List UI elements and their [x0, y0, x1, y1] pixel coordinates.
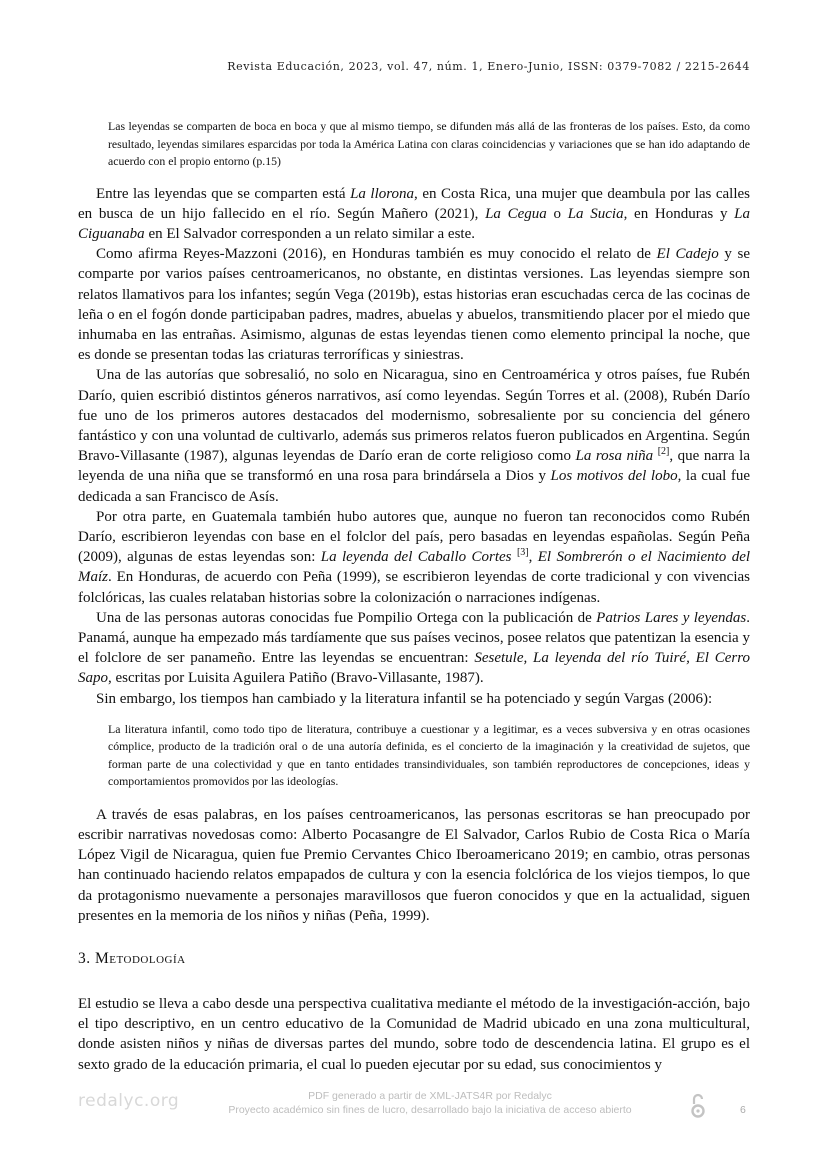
block-quote-2: La literatura infantil, como todo tipo de literatura, contribuye a cuestionar y a legitimar, es a veces subversiva y en otras ocasiones cómplice, producto de la tradición oral o de una autoría definida, es el concierto de la imaginación y la creatividad de sujetos, que forman parte de una colectividad y que en tanto entidades transindividuales, son también reproductores de concepciones, ideas y comportamientos promovidos por las ideologías.	[108, 721, 750, 789]
paragraph-4: Por otra parte, en Guatemala también hubo autores que, aunque no fueron tan reconocidos como Rubén Darío, escribieron leyendas con base en el folclor del país, pero basadas en leyendas españolas. Según Peña (2009), algunas de estas leyendas son: La leyenda del Caballo Cortes [3], El Sombrerón o el Nacimiento del Maíz. En Honduras, de acuerdo con Peña (1999), se escribieron leyendas de corte tradicional y con vivencias folclóricas, las cuales relataban historias sobre la colonización o narraciones indígenas.	[78, 508, 751, 606]
paragraph-1: Entre las leyendas que se comparten está La llorona, en Costa Rica, una mujer que deambula por las calles en busca de un hijo fallecido en el río. Según Mañero (2021), La Cegua o La Sucia, en Honduras y La Ciguanaba en El Salvador corresponden a un relato similar a este.	[78, 185, 751, 242]
footer	[0, 1088, 828, 1138]
main-content	[78, 118, 750, 1075]
footnote-ref-3[interactable]: [3]	[516, 547, 529, 559]
running-head: Revista Educación, 2023, vol. 47, núm. 1, Enero-Junio, ISSN: 0379-7082 / 2215-2644	[227, 60, 750, 73]
section-heading: 3. Metodología	[78, 950, 186, 967]
paragraph-3: Una de las autorías que sobresalió, no solo en Nicaragua, sino en Centroamérica y otros países, fue Rubén Darío, quien escribió distintos géneros narrativos, así como leyendas. Según Torres et al. (2008), Rubén Darío fue uno de los primeros autores destacados del modernismo, sobresaliente por su conciencia del género fantástico y con una voluntad de cultivarlo, además sus primeros relatos fueron publicados en Argentina. Según Bravo-Villasante (1987), algunas leyendas de Darío eran de corte religioso como La rosa niña [2], que narra la leyenda de una niña que se transformó en una rosa para brindársela a Dios y Los motivos del lobo, la cual fue dedicada a san Francisco de Asís.	[78, 367, 750, 505]
paragraph-8: El estudio se lleva a cabo desde una perspectiva cualitativa mediante el método de la investigación-acción, bajo el tipo descriptivo, en un centro educativo de la Comunidad de Madrid ubicado en una zona multicultural, donde asisten niños y niñas de diversas partes del mundo, sobre todo de descendencia latina. El grupo es el sexto grado de la educación primaria, el cual lo pueden ejecutar por su edad, sus conocimientos y	[78, 996, 750, 1073]
open-access-icon	[690, 1092, 706, 1120]
footer-text	[210, 1089, 650, 1117]
footer-line-1: PDF generado a partir de XML-JATS4R por Redalyc	[308, 1090, 552, 1102]
paragraph-2: Como afirma Reyes-Mazzoni (2016), en Honduras también es muy conocido el relato de El Cadejo y se comparte por varios países centroamericanos, no obstante, en distintas versiones. Las leyendas siempre son relatos llamativos para los infantes; según Vega (2019b), estas historias eran escuchadas cerca de las cocinas de leña o en el fogón donde participaban padres, madres, abuelas y abuelos, transmitiendo placer por el miedo que inhumaba en las entrañas. Asimismo, algunas de estas leyendas tienen como elemento principal la noche, que es donde se presentan todas las criaturas terroríficas y siniestras.	[78, 246, 750, 364]
paragraph-7: A través de esas palabras, en los países centroamericanos, las personas escritoras se han preocupado por escribir narrativas novedosas como: Alberto Pocasangre de El Salvador, Carlos Rubio de Costa Rica o María López Vigil de Nicaragua, quien fue Premio Cervantes Chico Iberoamericano 2019; en cambio, otras personas han continuado haciendo relatos empapados de cultura y con la esencia folclórica de los viejos tiempos, lo que da protagonismo nuevamente a personajes maravillosos que fueron conocidos y que en la actualidad, siguen presentes en la memoria de los niños y niñas (Peña, 1999).	[78, 806, 750, 924]
redalyc-logo[interactable]: redalyc.org	[78, 1091, 180, 1111]
paragraph-6: Sin embargo, los tiempos han cambiado y la literatura infantil se ha potenciado y según Vargas (2006):	[96, 690, 713, 707]
block-quote-1: Las leyendas se comparten de boca en boca y que al mismo tiempo, se difunden más allá de las fronteras de los países. Esto, da como resultado, leyendas similares esparcidas por toda la América Latina con claras coincidencias y variaciones que se han ido adaptando de acuerdo con el propio entorno (p.15)	[108, 119, 750, 168]
paragraph-5: Una de las personas autoras conocidas fue Pompilio Ortega con la publicación de Patrios Lares y leyendas. Panamá, aunque ha empezado más tardíamente que sus países vecinos, posee relatos que patentizan la esencia y el folclore de ser panameño. Entre las leyendas se encuentran: Sesetule, La leyenda del río Tuiré, El Cerro Sapo, escritas por Luisita Aguilera Patiño (Bravo-Villasante, 1987).	[78, 609, 750, 687]
footer-line-2: Proyecto académico sin fines de lucro, desarrollado bajo la iniciativa de acceso abierto	[228, 1104, 632, 1116]
page-number: 6	[740, 1104, 746, 1116]
footnote-ref-2[interactable]: [2]	[657, 446, 670, 458]
